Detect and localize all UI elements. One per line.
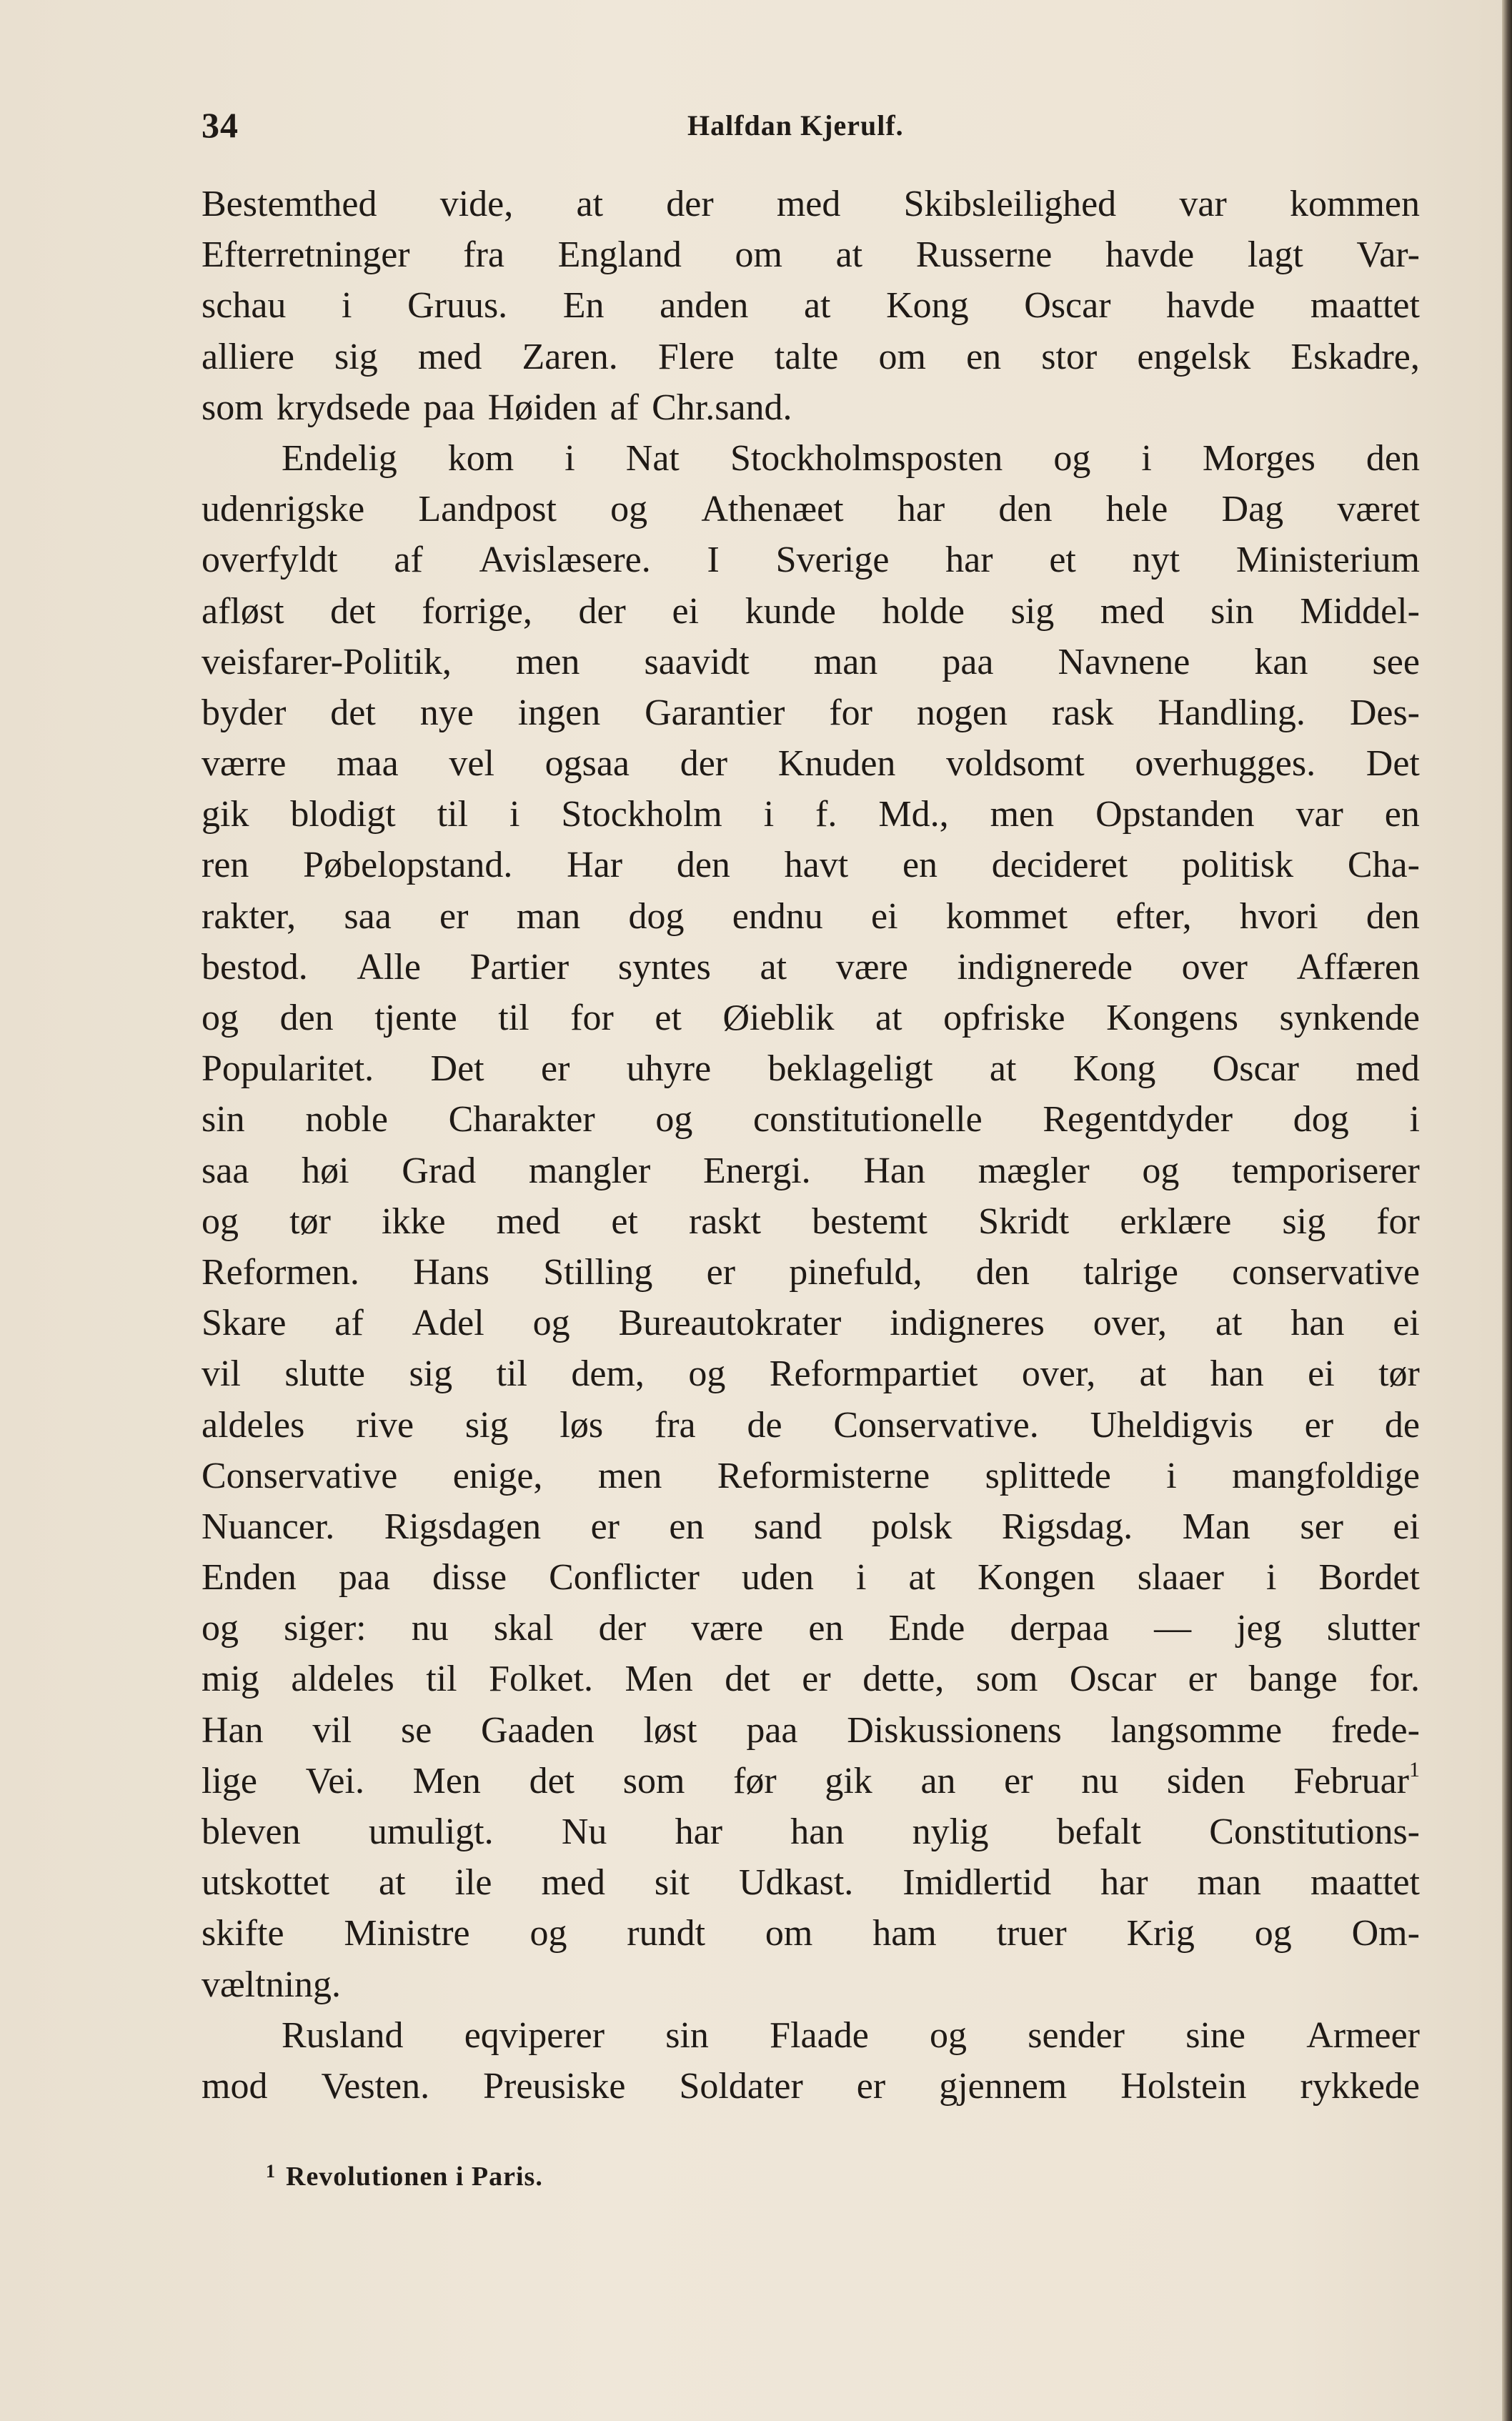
- text-line: Efterretninger fra England om at Russerne havde lagt Var-: [202, 234, 1420, 276]
- text-line: aldeles rive sig løs fra de Conservative. Uheldigvis er de: [202, 1404, 1420, 1446]
- text-line: og siger: nu skal der være en Ende derpaa — jeg slutter: [202, 1608, 1420, 1649]
- text-line: Skare af Adel og Bureautokrater indigneres over, at han ei: [202, 1303, 1420, 1344]
- text-line: sin noble Charakter og constitutionelle Regentdyder dog i: [202, 1099, 1420, 1140]
- text-line: afløst det forrige, der ei kunde holde sig med sin Middel-: [202, 590, 1420, 632]
- footnote-reference: 1: [1408, 1757, 1420, 1781]
- body-text: [202, 179, 1420, 2112]
- running-title: Halfdan Kjerulf.: [687, 109, 904, 141]
- text-line: Nuancer. Rigsdagen er en sand polsk Rigsdag. Man ser ei: [202, 1506, 1420, 1547]
- text-line: vil slutte sig til dem, og Reformpartiet over, at han ei tør: [202, 1353, 1420, 1395]
- footnote-marker: 1: [266, 2161, 276, 2182]
- text-line: overfyldt af Avislæsere. I Sverige har et nyt Ministerium: [202, 540, 1420, 581]
- text-line: byder det nye ingen Garantier for nogen rask Handling. Des-: [202, 692, 1420, 733]
- text-line: værre maa vel ogsaa der Knuden voldsomt overhugges. Det: [202, 743, 1420, 785]
- text-line: og den tjente til for et Øieblik at opfriske Kongens synkende: [202, 998, 1420, 1038]
- text-line: og tør ikke med et raskt bestemt Skridt erklære sig for: [202, 1200, 1420, 1242]
- text-line: gik blodigt til i Stockholm i f. Md., men Opstanden var en: [202, 794, 1420, 835]
- text-line: bestod. Alle Partier syntes at være indignerede over Affæren: [202, 946, 1420, 988]
- text-line: utskottet at ile med sit Udkast. Imidlertid har man maattet: [202, 1862, 1420, 1904]
- text-line: Enden paa disse Conflicter uden i at Kongen slaaer i Bordet: [202, 1557, 1420, 1599]
- text-line: ren Pøbelopstand. Har den havt en decideret politisk Cha-: [202, 845, 1420, 886]
- text-line: Endelig kom i Nat Stockholmsposten og i Morges den: [282, 437, 1420, 479]
- text-line: Popularitet. Det er uhyre beklageligt at Kong Oscar med: [202, 1048, 1420, 1090]
- text-line: Rusland eqviperer sin Flaade og sender sine Armeer: [282, 2014, 1420, 2056]
- running-head: [202, 104, 1416, 147]
- text-line: saa høi Grad mangler Energi. Han mægler og temporiserer: [202, 1150, 1420, 1191]
- page-number: 34: [202, 105, 239, 145]
- text-line: Reformen. Hans Stilling er pinefuld, den talrige conservative: [202, 1251, 1420, 1293]
- text-line: lige Vei. Men det som før gik an er nu siden Februar$^1$: [202, 1757, 1420, 1801]
- text-line: alliere sig med Zaren. Flere talte om en stor engelsk Eskadre,: [202, 336, 1420, 377]
- text-line: mig aldeles til Folket. Men det er dette, som Oscar er bange for.: [202, 1659, 1420, 1700]
- text-line: skifte Ministre og rundt om ham truer Krig og Om-: [202, 1913, 1420, 1954]
- text-line: som krydsede paa Høiden af Chr.sand.: [202, 387, 792, 428]
- text-line: bleven umuligt. Nu har han nylig befalt Constitutions-: [202, 1811, 1420, 1852]
- text-line: mod Vesten. Preusiske Soldater er gjennem Holstein rykkede: [202, 2065, 1420, 2107]
- text-line: Conservative enige, men Reformisterne splittede i mangfoldige: [202, 1455, 1420, 1496]
- text-line: veisfarer-Politik, men saavidt man paa Navnene kan see: [202, 641, 1420, 682]
- text-line: Han vil se Gaaden løst paa Diskussionens langsomme frede-: [202, 1709, 1420, 1751]
- footnote-text: Revolutionen i Paris.: [286, 2162, 543, 2192]
- text-line: udenrigske Landpost og Athenæet har den hele Dag været: [202, 489, 1420, 530]
- text-line: væltning.: [202, 1964, 342, 2005]
- text-line: Bestemthed vide, at der med Skibsleilighed var kommen: [202, 184, 1420, 224]
- text-line: rakter, saa er man dog endnu ei kommet efter, hvori den: [202, 895, 1420, 937]
- text-line: schau i Gruus. En anden at Kong Oscar havde maattet: [202, 285, 1420, 327]
- page-edge-shadow: [1502, 0, 1512, 2421]
- footnote: [266, 2161, 543, 2192]
